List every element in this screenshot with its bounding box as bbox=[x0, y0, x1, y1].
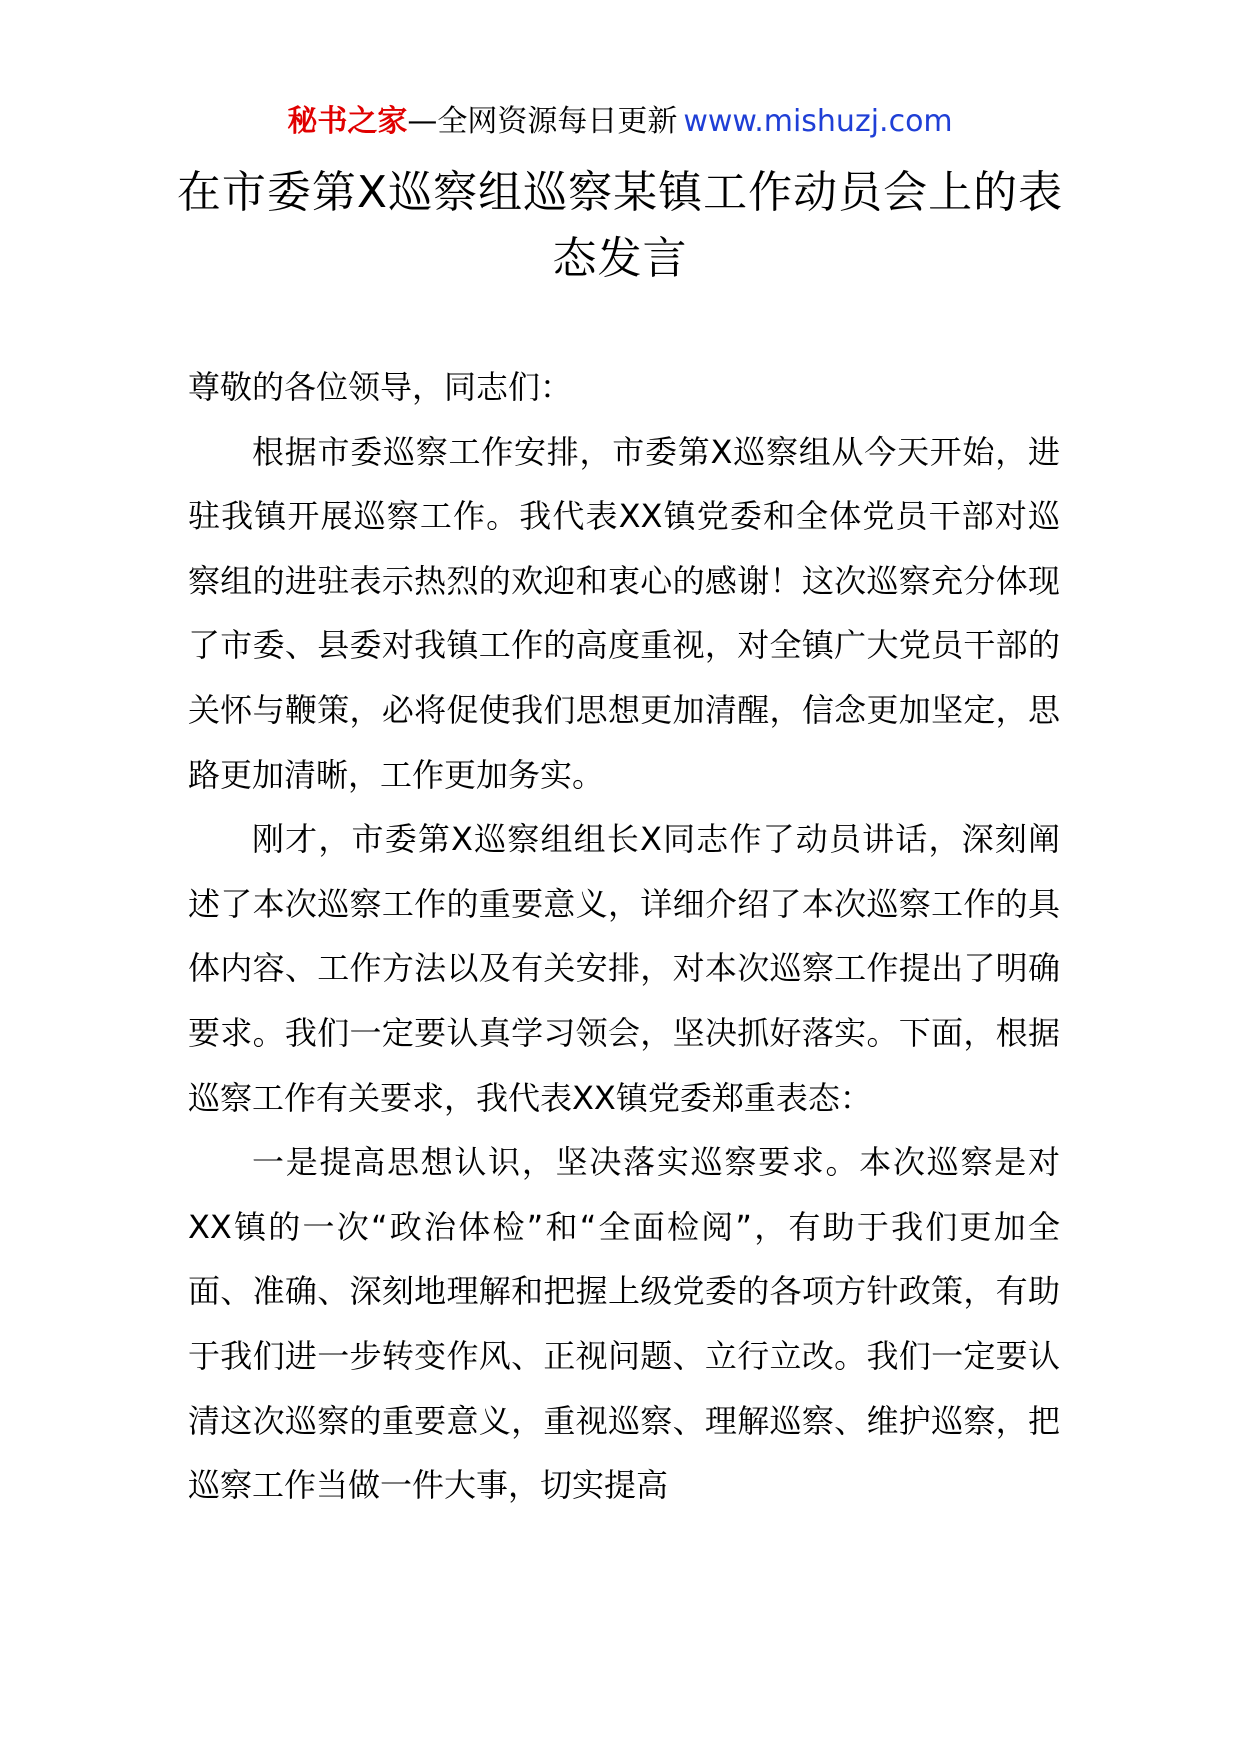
paragraph-1: 根据市委巡察工作安排，市委第X巡察组从今天开始，进驻我镇开展巡察工作。我代表XX镇党委和全体党员干部对巡察组的进驻表示热烈的欢迎和衷心的感谢！这次巡察充分体现了市委、县委对我镇工作的高度重视，对全镇广大党员干部的关怀与鞭策，必将促使我们思想更加清醒，信念更加坚定，思路更加清晰，工作更加务实。 bbox=[188, 432, 1060, 794]
document-title: 在市委第X巡察组巡察某镇工作动员会上的表态发言 bbox=[176, 167, 1064, 284]
document-body bbox=[188, 355, 1060, 1518]
point-1-lead: 一是提高思想认识，坚决落实巡察要求。 bbox=[252, 1143, 860, 1182]
header-dash: — bbox=[407, 104, 438, 139]
paragraph-2: 刚才，市委第X巡察组组长X同志作了动员讲话，深刻阐述了本次巡察工作的重要意义，详细介绍了本次巡察工作的具体内容、工作方法以及有关安排，对本次巡察工作提出了明确要求。我们一定要认真学习领会，坚决抓好落实。下面，根据巡察工作有关要求，我代表XX镇党委郑重表态： bbox=[188, 820, 1060, 1117]
point-1-text: 本次巡察是对XX镇的一次“政治体检”和“全面检阅”，有助于我们更加全面、准确、深刻地理解和把握上级党委的各项方针政策，有助于我们进一步转变作风、正视问题、立行立改。我们一定要认清这次巡察的重要意义，重视巡察、理解巡察、维护巡察，把巡察工作当做一件大事，切实提高 bbox=[188, 1143, 1060, 1505]
site-url: www.mishuzj.com bbox=[683, 104, 953, 139]
salutation: 尊敬的各位领导，同志们： bbox=[188, 368, 573, 406]
site-header bbox=[0, 102, 1240, 142]
paragraph-3 bbox=[188, 1130, 1060, 1518]
header-tagline: 全网资源每日更新 bbox=[437, 104, 678, 139]
brand-name: 秘书之家 bbox=[287, 104, 408, 139]
